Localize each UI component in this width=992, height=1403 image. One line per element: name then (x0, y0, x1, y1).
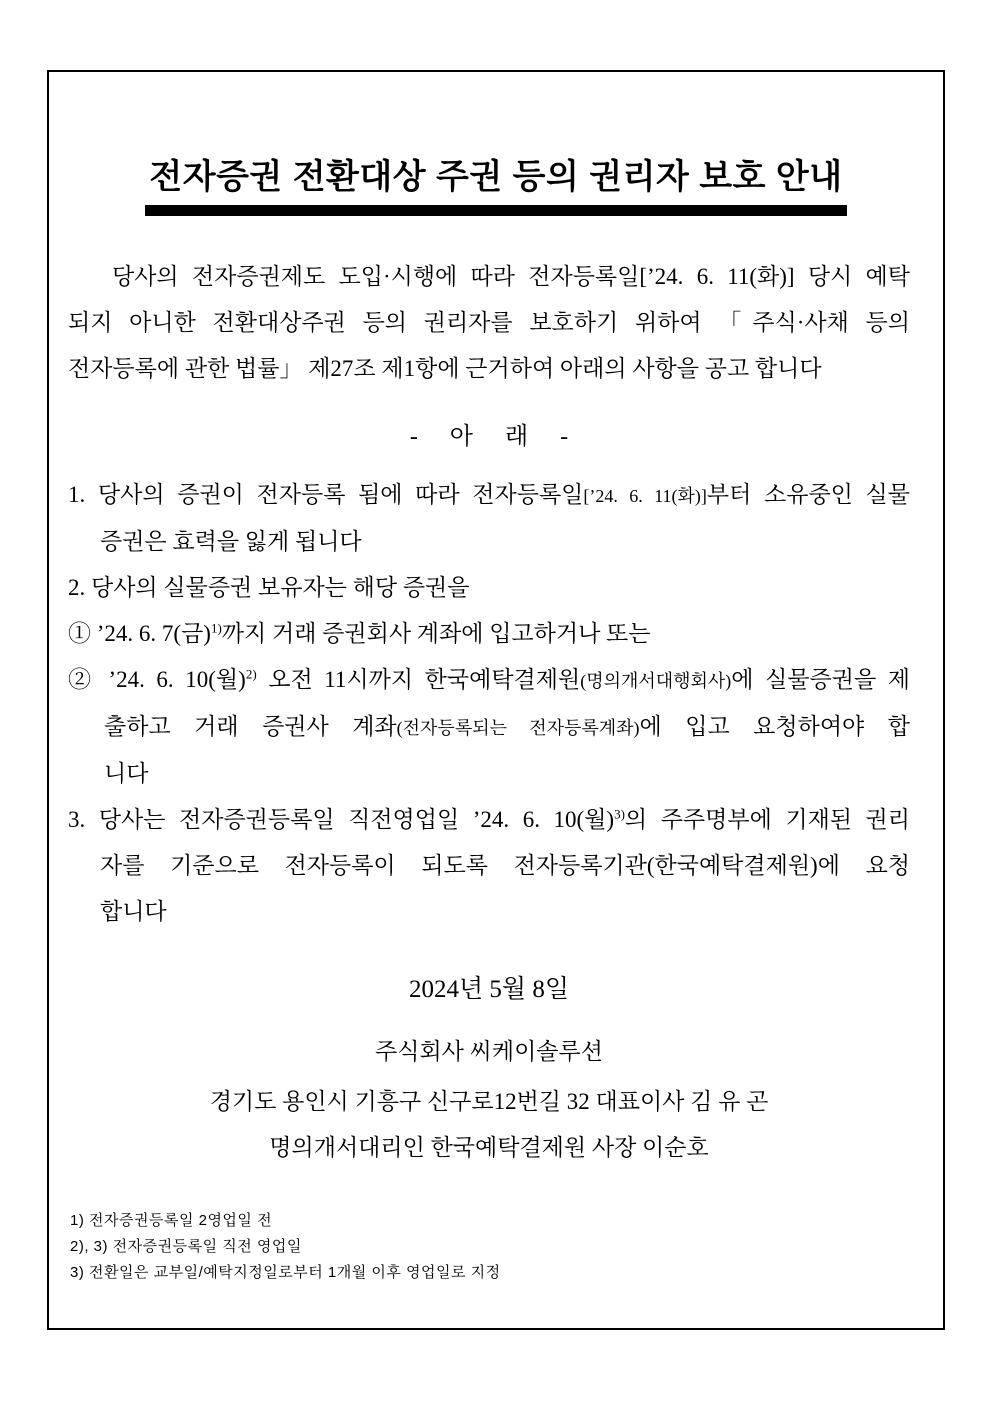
item2-line-1: 2. 당사의 실물증권 보유자는 해당 증권을 (68, 575, 470, 601)
item2b-text-c: 에 실물증권을 제 (731, 667, 911, 693)
footnote-2: 2), 3) 전자증권등록일 직전 영업일 (70, 1238, 302, 1255)
page-title: 전자증권 전환대상 주권 등의 권리자 보호 안내 (145, 158, 846, 216)
footnote-1: 1) 전자증권등록일 2영업일 전 (70, 1212, 273, 1229)
item2b-paren-agent: (명의개서대행회사) (580, 671, 732, 692)
item3-text-b: 의 주주명부에 기재된 권리 (624, 807, 910, 833)
footnote-ref-1: 1) (210, 620, 222, 636)
item1-date-bracket: [’24. 6. 11(화)] (583, 486, 707, 507)
item2b-text-a: ② ’24. 6. 10(월) (68, 667, 246, 693)
list-item-1 (68, 472, 910, 565)
item1-text-a: 1. 당사의 증권이 전자등록 됨에 따라 전자등록일 (68, 482, 584, 508)
intro-line-2: 되지 아니한 전환대상주권 등의 권리자를 보호하기 위하여 「주식·사채 등의 (68, 310, 910, 336)
item2b-text-b: 오전 11시까지 한국예탁결제원 (256, 667, 581, 693)
intro-line-3: 전자등록에 관한 법률」 제27조 제1항에 근거하여 아래의 사항을 공고 합니다 (68, 356, 822, 382)
item2a-text-b: 까지 거래 증권회사 계좌에 입고하거나 또는 (221, 621, 651, 647)
item3-line-3: 합니다 (100, 899, 167, 925)
item1-line-2: 증권은 효력을 잃게 됩니다 (100, 529, 362, 555)
list-item-2a (68, 611, 910, 657)
company-address-ceo: 경기도 용인시 기흥구 신구로12번길 32 대표이사 김 유 곤 (209, 1089, 769, 1115)
item2b-text-d: 출하고 거래 증권사 계좌 (104, 714, 397, 740)
item2a-line-1 (68, 611, 910, 657)
item2b-line-2 (68, 704, 910, 751)
transfer-agent: 명의개서대리인 한국예탁결제원 사장 이순호 (269, 1135, 709, 1161)
item2b-text-e: 에 입고 요청하여야 합 (639, 714, 910, 740)
item3-text-a: 3. 당사는 전자증권등록일 직전영업일 ’24. 6. 10(월) (68, 807, 615, 833)
intro-line-1: 당사의 전자증권제도 도입·시행에 따라 전자등록일[’24. 6. 11(화)] 당시 예탁 (112, 264, 910, 290)
item2b-line-3: 니다 (104, 761, 149, 787)
footnotes-block (70, 1208, 501, 1286)
list-item-2 (68, 565, 910, 611)
intro-paragraph (68, 254, 910, 392)
below-heading: - 아 래 - (409, 424, 569, 451)
document-border-frame (47, 70, 945, 1330)
list-item-3 (68, 797, 910, 935)
footnote-3: 3) 전환일은 교부일/예탁지정일로부터 1개월 이후 영업일로 지정 (70, 1264, 501, 1281)
notice-date: 2024년 5월 8일 (409, 976, 569, 1004)
item2b-paren-account: (전자등록되는 전자등록계좌) (396, 718, 640, 739)
item1-text-b: 부터 소유중인 실물 (706, 482, 910, 508)
title-block (49, 158, 943, 216)
item3-line-2: 자를 기준으로 전자등록이 되도록 전자등록기관(한국예탁결제원)에 요청 (100, 853, 910, 879)
list-item-2b (68, 657, 910, 797)
item2b-line-1 (68, 657, 910, 704)
footnote-ref-2: 2) (245, 666, 257, 682)
item1-line-1 (68, 472, 910, 519)
notice-list (68, 472, 910, 935)
company-name: 주식회사 씨케이솔루션 (375, 1039, 603, 1065)
item3-line-1 (68, 797, 910, 843)
item2a-text-a: ① ’24. 6. 7(금) (68, 621, 211, 647)
footnote-ref-3: 3) (614, 806, 625, 822)
document-body (49, 254, 943, 1171)
